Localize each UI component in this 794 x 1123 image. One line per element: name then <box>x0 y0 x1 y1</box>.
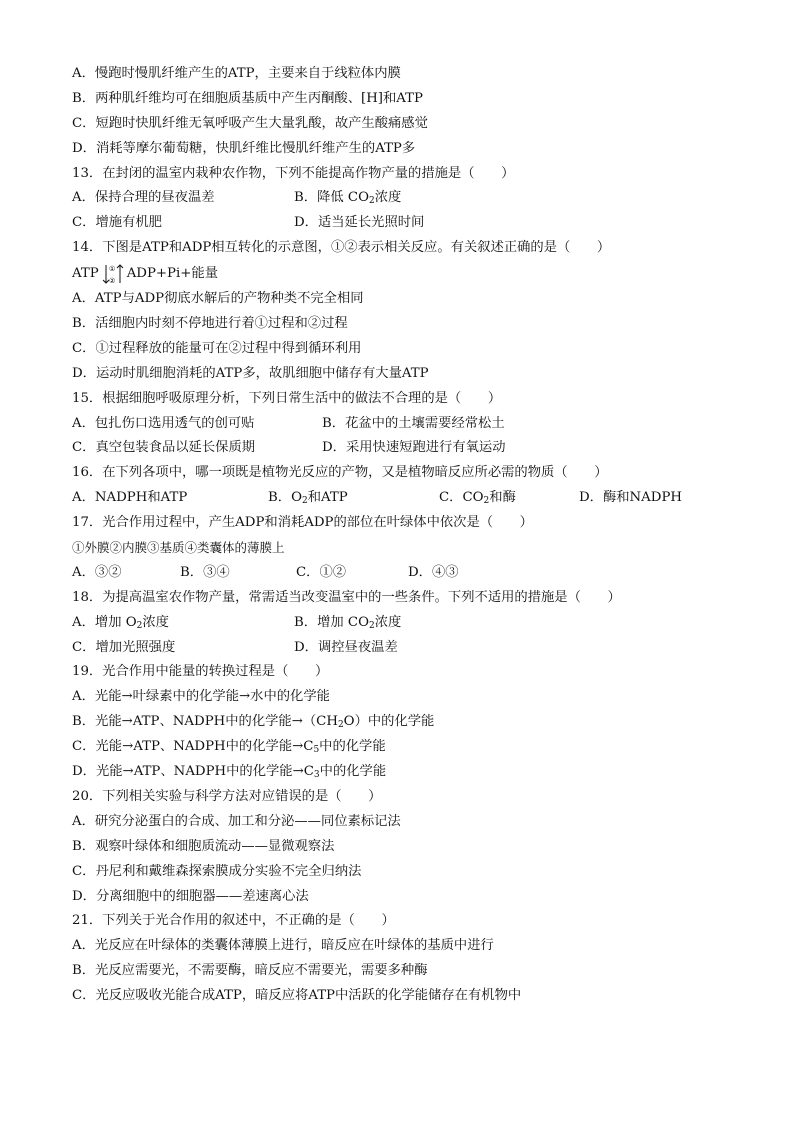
q17-option-d: D．④③ <box>408 564 459 580</box>
q14-option-d: D．运动时肌细胞消耗的ATP多，故肌细胞中储存有大量ATP <box>72 365 429 381</box>
q19-option-c: C．光能→ATP、NADPH中的化学能$\to C_5$中的化学能 <box>72 739 386 756</box>
q18-option-c: C．增加光照强度 <box>72 639 176 655</box>
q21-option-a: A．光反应在叶绿体的类囊体薄膜上进行，暗反应在叶绿体的基质中进行 <box>72 938 494 954</box>
q19-option-b: B．光能→ATP、NADPH中的化学能$\to(CH_2O)$中的化学能 <box>72 714 435 731</box>
q19-stem: 19．光合作用中能量的转换过程是（ ） <box>72 664 329 680</box>
q20-option-b: B．观察叶绿体和细胞质流动——显微观察法 <box>72 838 335 854</box>
diagram-atp-label: ATP <box>72 266 99 282</box>
q20-option-a: A．研究分泌蛋白的合成、加工和分泌——同位素标记法 <box>72 813 401 829</box>
q20-option-c: C．丹尼利和戴维森探索膜成分实验不完全归纳法 <box>72 863 362 879</box>
q21-option-c: C．光反应吸收光能合成ATP，暗反应将ATP中活跃的化学能储存在有机物中 <box>72 988 522 1004</box>
q15-option-c: C．真空包装食品以延长保质期 <box>72 440 256 456</box>
q18-option-a: A．增加 $O_2$浓度 <box>72 614 169 631</box>
arrow-label-2: ② <box>108 277 115 286</box>
q15-stem: 15．根据细胞呼吸原理分析，下列日常生活中的做法不合理的是（ ） <box>72 390 502 406</box>
q15-option-a: A．包扎伤口选用透气的创可贴 <box>72 415 255 431</box>
q14-stem: 14．下图是ATP和ADP相互转化的示意图，①②表示相关反应。有关叙述正确的是（ ） <box>72 240 611 256</box>
q13-options-row1 <box>72 186 732 211</box>
q15-option-b: B．花盆中的土壤需要经常松土 <box>322 415 505 431</box>
q17-option-a: A．③② <box>72 564 122 580</box>
q19-option-a: A．光能→叶绿素中的化学能→水中的化学能 <box>72 689 330 705</box>
exam-page <box>72 62 732 1009</box>
q20-option-d: D．分离细胞中的细胞器——差速离心法 <box>72 888 309 904</box>
q12-option-d: D．消耗等摩尔葡萄糖，快肌纤维比慢肌纤维产生的ATP多 <box>72 140 416 156</box>
q16-stem: 16．在下列各项中，哪一项既是植物光反应的产物，又是植物暗反应所必需的物质（ ） <box>72 465 608 481</box>
q16-option-d: D．酶和NADPH <box>579 490 682 506</box>
q14-option-a: A．ATP与ADP彻底水解后的产物种类不完全相同 <box>72 291 364 307</box>
q16-option-b: B．$O_2$和ATP <box>268 490 348 507</box>
q13-option-a: A．保持合理的昼夜温差 <box>72 190 215 206</box>
q13-option-b: B．降低 $CO_2$浓度 <box>294 190 402 207</box>
atp-adp-diagram <box>72 261 732 287</box>
q21-option-b: B．光反应需要光，不需要酶，暗反应不需要光，需要多种酶 <box>72 963 428 979</box>
q12-option-b: B．两种肌纤维均可在细胞质基质中产生丙酮酸、[H]和ATP <box>72 90 423 106</box>
q13-stem: 13．在封闭的温室内栽种农作物，下列不能提高作物产量的措施是（ ） <box>72 165 515 181</box>
q16-option-a: A．NADPH和ATP <box>72 490 188 506</box>
q15-options-row1 <box>72 412 732 437</box>
q13-option-c: C．增施有机肥 <box>72 215 162 231</box>
q17-option-b: B．③④ <box>180 564 230 580</box>
diagram-adp-label: ADP+Pi+能量 <box>126 266 218 282</box>
q18-option-b: B．增加 $CO_2$浓度 <box>294 614 402 631</box>
q20-stem: 20．下列相关实验与科学方法对应错误的是（ ） <box>72 788 382 804</box>
q15-option-d: D．采用快速短跑进行有氧运动 <box>322 440 506 456</box>
q18-stem: 18．为提高温室农作物产量，常需适当改变温室中的一些条件。下列不适用的措施是（ ） <box>72 589 621 605</box>
q18-options-row1 <box>72 611 732 636</box>
arrow-label-1: ① <box>108 265 115 274</box>
q12-option-a: A．慢跑时慢肌纤维产生的ATP，主要来自于线粒体内膜 <box>72 66 401 81</box>
q17-stem: 17．光合作用过程中，产生ADP和消耗ADP的部位在叶绿体中依次是（ ） <box>72 515 533 531</box>
q14-option-c: C．①过程释放的能量可在②过程中得到循环利用 <box>72 340 362 356</box>
q17-parts: ①外膜②内膜③基质④类囊体的薄膜上 <box>72 540 285 556</box>
q21-stem: 21．下列关于光合作用的叙述中，不正确的是（ ） <box>72 913 395 929</box>
q15-options-row2 <box>72 436 732 461</box>
q19-option-d: D．光能→ATP、NADPH中的化学能$\to C_3$中的化学能 <box>72 764 387 781</box>
q13-options-row2 <box>72 211 732 236</box>
q18-option-d: D．调控昼夜温差 <box>294 639 398 655</box>
q14-option-b: B．活细胞内时刻不停地进行着①过程和②过程 <box>72 316 348 332</box>
q12-option-c: C．短跑时快肌纤维无氧呼吸产生大量乳酸，故产生酸痛感觉 <box>72 115 428 131</box>
q16-option-c: C．$CO_2$和酶 <box>439 490 516 507</box>
q18-options-row2 <box>72 636 732 661</box>
q13-option-d: D．适当延长光照时间 <box>294 215 425 231</box>
q17-option-c: C．①② <box>296 564 347 580</box>
q17-options <box>72 561 732 586</box>
q16-options <box>72 486 732 511</box>
reversible-arrows-icon <box>99 261 127 287</box>
